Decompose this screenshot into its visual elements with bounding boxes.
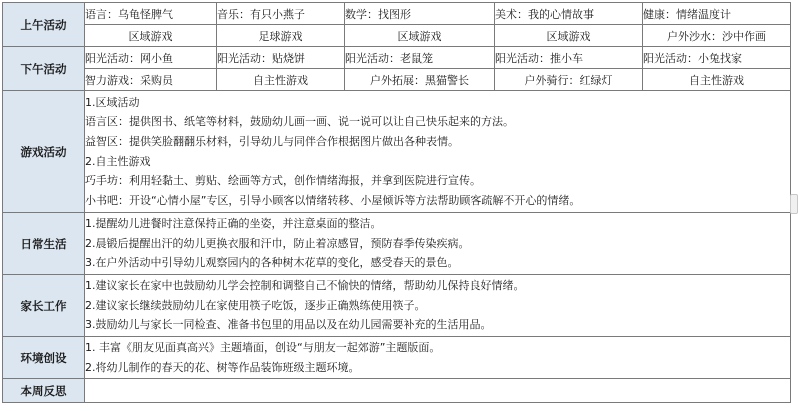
daily-content — [85, 213, 791, 275]
environment-label: 环境创设 — [3, 337, 85, 379]
morning-row-1 — [3, 3, 791, 25]
reflection-label: 本周反思 — [3, 379, 85, 403]
morning-row-2 — [3, 25, 791, 47]
parents-line: 2.建议家长继续鼓励幼儿在家使用筷子吃饭，逐步正确熟练使用筷子。 — [85, 298, 426, 312]
daily-row — [3, 213, 791, 275]
parents-label: 家长工作 — [3, 275, 85, 337]
morning-monday-activity: 语言：乌龟怪脾气 — [85, 3, 217, 25]
morning-monday-game: 区域游戏 — [85, 25, 217, 47]
morning-tuesday-activity: 音乐：有只小燕子 — [217, 3, 345, 25]
environment-line: 1. 丰富《朋友见面真高兴》主题墙面，创设“与朋友一起郊游”主题版面。 — [85, 340, 441, 354]
environment-content — [85, 337, 791, 379]
daily-line: 2.晨锻后提醒出汗的幼儿更换衣服和汗巾，防止着凉感冒，预防春季传染疾病。 — [85, 236, 470, 250]
parents-line: 1.建议家长在家中也鼓励幼儿学会控制和调整自己不愉快的情绪，帮助幼儿保持良好情绪。 — [85, 279, 525, 293]
afternoon-wednesday-activity: 阳光活动：老鼠笼 — [345, 47, 495, 69]
games-line: 益智区：提供笑脸翻翻乐材料，引导幼儿与同伴合作根据图片做出各种表情。 — [85, 134, 459, 148]
morning-label: 上午活动 — [3, 3, 85, 47]
environment-row — [3, 337, 791, 379]
games-label: 游戏活动 — [3, 91, 85, 213]
games-line: 巧手坊：利用轻黏土、剪贴、绘画等方式，创作情绪海报，并拿到医院进行宣传。 — [85, 174, 481, 188]
daily-line: 3.在户外活动中引导幼儿观察园内的各种树木花草的变化，感受春天的景色。 — [85, 256, 459, 270]
daily-line: 1.提醒幼儿进餐时注意保持正确的坐姿，并注意桌面的整洁。 — [85, 217, 382, 231]
afternoon-row-1 — [3, 47, 791, 69]
games-line: 1.区域活动 — [85, 95, 140, 109]
games-line: 语言区：提供图书、纸笔等材料，鼓励幼儿画一画、说一说可以让自己快乐起来的方法。 — [85, 115, 514, 129]
afternoon-tuesday-activity: 阳光活动：贴烧饼 — [217, 47, 345, 69]
afternoon-row-2 — [3, 69, 791, 91]
games-line: 小书吧：开设“心情小屋”专区，引导小顾客以情绪转移、小屋倾诉等方法帮助顾客疏解不开心的情绪。 — [85, 193, 581, 207]
scroll-handle[interactable] — [790, 194, 798, 214]
games-line: 2.自主性游戏 — [85, 154, 151, 168]
morning-thursday-game: 区域游戏 — [495, 25, 643, 47]
morning-thursday-activity: 美术：我的心情故事 — [495, 3, 643, 25]
afternoon-label: 下午活动 — [3, 47, 85, 91]
morning-friday-activity: 健康：情绪温度计 — [643, 3, 791, 25]
afternoon-wednesday-game: 户外拓展：黑猫警长 — [345, 69, 495, 91]
afternoon-friday-activity: 阳光活动：小兔找家 — [643, 47, 791, 69]
morning-wednesday-activity: 数学：找图形 — [345, 3, 495, 25]
environment-line: 2.将幼儿制作的春天的花、树等作品装饰班级主题环境。 — [85, 360, 360, 374]
afternoon-thursday-activity: 阳光活动：推小车 — [495, 47, 643, 69]
morning-wednesday-game: 区域游戏 — [345, 25, 495, 47]
afternoon-monday-activity: 阳光活动：网小鱼 — [85, 47, 217, 69]
weekly-plan-table — [2, 2, 791, 403]
games-content — [85, 91, 791, 213]
morning-tuesday-game: 足球游戏 — [217, 25, 345, 47]
afternoon-thursday-game: 户外骑行：红绿灯 — [495, 69, 643, 91]
afternoon-monday-game: 智力游戏：采购员 — [85, 69, 217, 91]
games-row — [3, 91, 791, 213]
daily-label: 日常生活 — [3, 213, 85, 275]
parents-row — [3, 275, 791, 337]
afternoon-friday-game: 自主性游戏 — [643, 69, 791, 91]
morning-friday-game: 户外沙水：沙中作画 — [643, 25, 791, 47]
reflection-content[interactable] — [85, 379, 791, 403]
parents-content — [85, 275, 791, 337]
reflection-row — [3, 379, 791, 403]
parents-line: 3.鼓励幼儿与家长一同检查、准备书包里的用品以及在幼儿园需要补充的生活用品。 — [85, 318, 492, 332]
afternoon-tuesday-game: 自主性游戏 — [217, 69, 345, 91]
